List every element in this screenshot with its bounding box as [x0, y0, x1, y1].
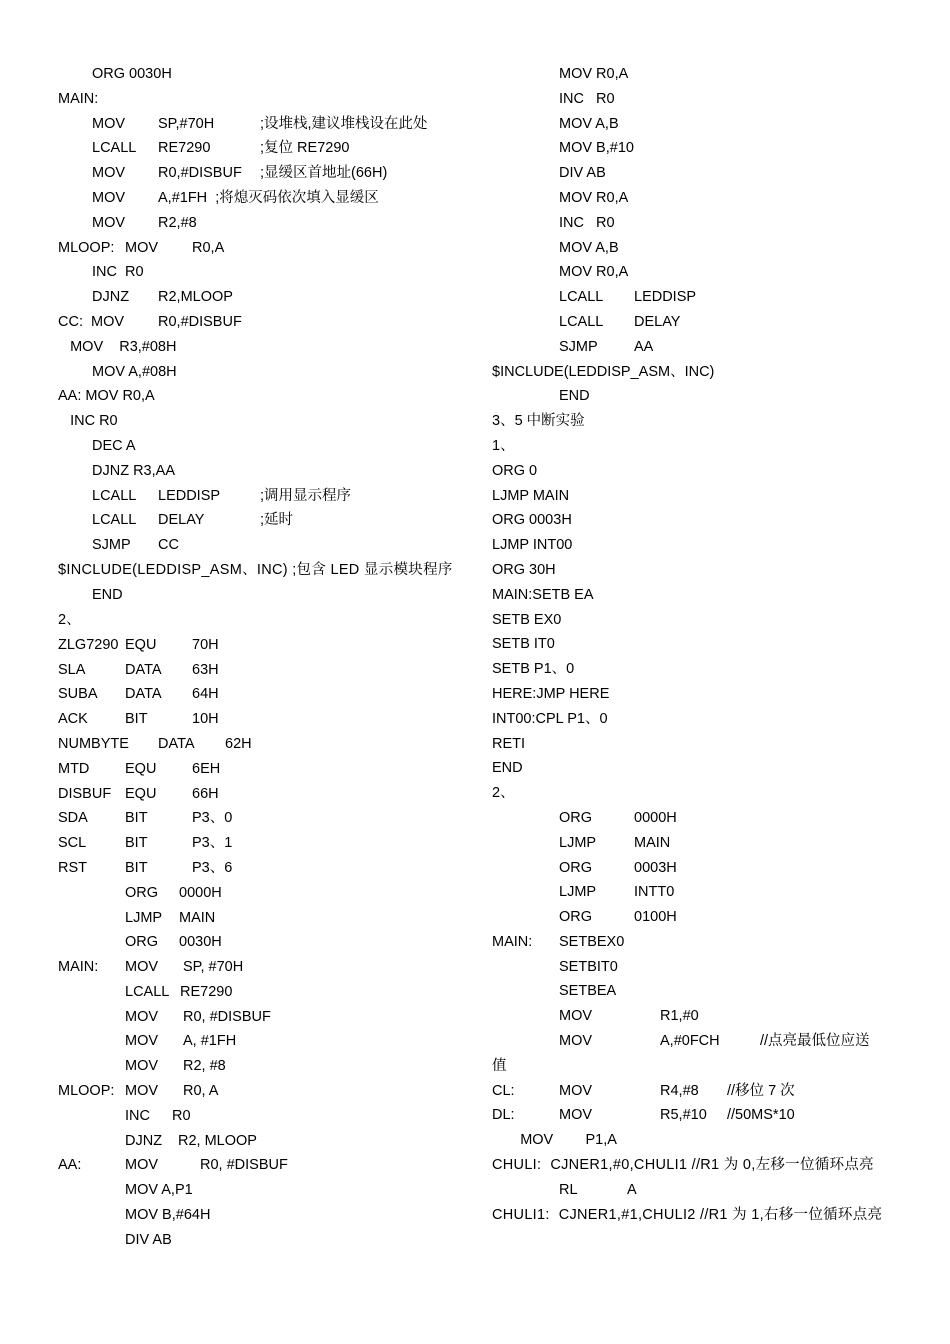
- code-line: [58, 583, 463, 608]
- code-line: [58, 558, 463, 583]
- code-token: MOV R0,A: [559, 264, 629, 281]
- code-token: MAIN: [634, 834, 671, 851]
- code-token: SUBA: [58, 686, 98, 703]
- code-line: [58, 434, 463, 459]
- code-token: LCALL: [125, 983, 170, 1000]
- code-token: SETBIT0: [559, 958, 618, 975]
- code-token: 64H: [192, 686, 219, 703]
- code-token: MLOOP:: [58, 239, 115, 256]
- code-line: [492, 930, 894, 955]
- code-token: 62H: [225, 735, 252, 752]
- code-token: MOV: [559, 1008, 593, 1025]
- code-token: CJNER1,#0,CHULI1 //R1 为 0,左移一位循环点亮: [550, 1157, 874, 1174]
- code-token: SETB EX0: [492, 611, 562, 628]
- code-token: R2, #8: [183, 1058, 226, 1075]
- code-token: 值: [492, 1057, 507, 1074]
- code-line: [58, 1228, 463, 1253]
- code-line: [492, 112, 894, 137]
- left-code-column: [58, 62, 463, 1253]
- code-token: INC: [125, 1107, 150, 1124]
- code-token: R2, MLOOP: [178, 1132, 257, 1149]
- code-line: [492, 905, 894, 930]
- code-line: [492, 657, 894, 682]
- code-token: ;延时: [260, 512, 294, 529]
- code-line: [492, 161, 894, 186]
- code-line: [58, 980, 463, 1005]
- code-line: [58, 806, 463, 831]
- code-line: [58, 831, 463, 856]
- code-token: DELAY: [158, 512, 205, 529]
- code-token: EQU: [125, 636, 157, 653]
- code-token: CC: [158, 537, 179, 554]
- code-token: LCALL: [92, 140, 137, 157]
- code-token: MOV: [559, 1107, 593, 1124]
- code-line: [492, 1054, 894, 1079]
- code-token: 0100H: [634, 909, 677, 926]
- code-line: [58, 955, 463, 980]
- code-token: SLA: [58, 661, 86, 678]
- code-line: [492, 236, 894, 261]
- code-line: [58, 1029, 463, 1054]
- code-token: //50MS*10: [727, 1107, 795, 1124]
- code-line: [58, 608, 463, 633]
- code-token: MAIN:: [58, 90, 99, 107]
- code-line: [492, 459, 894, 484]
- code-token: DIV AB: [559, 165, 606, 182]
- code-token: BIT: [125, 859, 148, 876]
- code-token: SP, #70H: [183, 959, 244, 976]
- code-line: [492, 806, 894, 831]
- code-line: [492, 1079, 894, 1104]
- code-token: MAIN:: [492, 933, 533, 950]
- code-token: MOV A,#08H: [92, 363, 177, 380]
- code-line: [58, 112, 463, 137]
- code-line: [492, 707, 894, 732]
- code-line: [492, 384, 894, 409]
- code-token: AA:: [58, 1157, 82, 1174]
- code-line: [492, 756, 894, 781]
- code-token: MOV: [125, 1033, 159, 1050]
- code-line: [492, 186, 894, 211]
- code-token: DL:: [492, 1107, 515, 1124]
- code-token: MAIN:SETB EA: [492, 586, 594, 603]
- code-token: 70H: [192, 636, 219, 653]
- code-token: AA: MOV R0,A: [58, 388, 155, 405]
- code-token: SETB IT0: [492, 636, 555, 653]
- code-token: BIT: [125, 835, 148, 852]
- code-token: MOV A,B: [559, 115, 619, 132]
- code-token: ORG: [125, 934, 159, 951]
- code-token: DIV AB: [125, 1231, 172, 1248]
- code-line: [492, 508, 894, 533]
- code-token: BIT: [125, 711, 148, 728]
- code-line: [58, 757, 463, 782]
- code-token: DISBUF: [58, 785, 112, 802]
- code-line: [492, 979, 894, 1004]
- code-token: P3、0: [192, 810, 233, 827]
- code-token: A, #1FH: [183, 1033, 237, 1050]
- code-token: LCALL: [559, 313, 604, 330]
- code-line: [58, 1153, 463, 1178]
- code-token: RE7290: [158, 140, 211, 157]
- code-line: [58, 161, 463, 186]
- code-line: [58, 1178, 463, 1203]
- code-token: 6EH: [192, 760, 221, 777]
- code-token: MOV: [125, 1058, 159, 1075]
- code-line: [58, 484, 463, 509]
- code-line: [58, 360, 463, 385]
- code-token: LCALL: [92, 512, 137, 529]
- code-token: CL:: [492, 1082, 515, 1099]
- code-token: R0, #DISBUF: [183, 1008, 271, 1025]
- code-token: MOV: [125, 1083, 159, 1100]
- code-token: END: [92, 587, 123, 604]
- code-token: INC R0: [559, 214, 615, 231]
- code-line: [58, 310, 463, 335]
- code-token: 1、: [492, 437, 515, 454]
- code-line: [492, 1004, 894, 1029]
- code-line: [58, 1104, 463, 1129]
- code-token: P3、1: [192, 835, 233, 852]
- code-token: ZLG7290: [58, 636, 119, 653]
- code-token: ;设堆栈,建议堆栈设在此处: [260, 115, 428, 132]
- code-line: [58, 633, 463, 658]
- code-line: [58, 881, 463, 906]
- code-token: //移位 7 次: [727, 1082, 795, 1099]
- code-token: //点亮最低位应送: [760, 1033, 870, 1050]
- code-token: MOV P1,A: [492, 1132, 617, 1149]
- code-token: INC R0: [92, 264, 144, 281]
- code-line: [492, 1203, 894, 1228]
- code-line: [58, 1129, 463, 1154]
- code-line: [492, 1128, 894, 1153]
- code-token: MOV: [559, 1033, 593, 1050]
- code-token: INT00:CPL P1、0: [492, 710, 608, 727]
- code-line: [492, 285, 894, 310]
- code-token: RETI: [492, 735, 526, 752]
- code-token: EQU: [125, 760, 157, 777]
- code-token: END: [559, 388, 590, 405]
- code-token: R0,#DISBUF: [158, 165, 242, 182]
- code-token: R0,#DISBUF: [158, 313, 242, 330]
- code-line: [58, 186, 463, 211]
- code-line: [58, 533, 463, 558]
- code-token: INTT0: [634, 884, 675, 901]
- code-line: [58, 856, 463, 881]
- code-token: $INCLUDE(LEDDISP_ASM、INC) ;包含 LED 显示模块程序: [58, 561, 453, 578]
- code-token: SETBEA: [559, 983, 617, 1000]
- code-token: SETB P1、0: [492, 661, 575, 678]
- code-token: MOV: [125, 959, 159, 976]
- code-token: ORG 0: [492, 462, 538, 479]
- code-line: [58, 906, 463, 931]
- code-token: BIT: [125, 810, 148, 827]
- code-token: CHULI:: [492, 1157, 542, 1174]
- code-token: RE7290: [180, 983, 233, 1000]
- code-token: MOV A,B: [559, 239, 619, 256]
- code-token: R0, A: [183, 1083, 219, 1100]
- code-line: [492, 583, 894, 608]
- code-line: [492, 1178, 894, 1203]
- code-token: CJNER1,#1,CHULI2 //R1 为 1,右移一位循环点亮: [558, 1207, 883, 1224]
- code-token: EQU: [125, 785, 157, 802]
- code-line: [58, 236, 463, 261]
- code-line: [58, 1054, 463, 1079]
- code-token: 2、: [492, 785, 515, 802]
- code-line: [492, 260, 894, 285]
- code-token: LJMP: [559, 884, 597, 901]
- code-token: CC:: [58, 313, 83, 330]
- code-token: LCALL: [559, 289, 604, 306]
- code-token: LJMP INT00: [492, 537, 573, 554]
- code-token: MOV B,#10: [559, 140, 634, 157]
- code-token: MOV: [125, 1157, 159, 1174]
- code-token: $INCLUDE(LEDDISP_ASM、INC): [492, 363, 715, 380]
- code-line: [492, 682, 894, 707]
- code-token: MOV: [92, 214, 126, 231]
- code-token: RL: [559, 1182, 578, 1199]
- code-line: [58, 459, 463, 484]
- code-token: ACK: [58, 711, 88, 728]
- code-token: MTD: [58, 760, 90, 777]
- code-token: ORG: [559, 809, 593, 826]
- code-token: MAIN:: [58, 959, 99, 976]
- code-line: [492, 136, 894, 161]
- right-code-column: [492, 62, 894, 1228]
- code-token: MOV R3,#08H: [58, 338, 177, 355]
- code-line: [492, 434, 894, 459]
- code-line: [58, 384, 463, 409]
- code-token: A: [627, 1182, 637, 1199]
- code-token: LEDDISP: [158, 487, 221, 504]
- code-token: 0030H: [179, 934, 222, 951]
- code-token: DATA: [125, 686, 162, 703]
- code-token: MLOOP:: [58, 1083, 115, 1100]
- code-line: [492, 781, 894, 806]
- code-line: [492, 632, 894, 657]
- code-line: [58, 658, 463, 683]
- code-line: [492, 360, 894, 385]
- code-token: MOV: [91, 313, 125, 330]
- code-token: AA: [634, 338, 654, 355]
- code-token: 0000H: [634, 809, 677, 826]
- code-token: 0003H: [634, 859, 677, 876]
- code-token: MOV: [559, 1082, 593, 1099]
- code-token: DJNZ: [125, 1132, 163, 1149]
- code-token: MAIN: [179, 909, 216, 926]
- code-line: [492, 831, 894, 856]
- code-token: HERE:JMP HERE: [492, 685, 610, 702]
- code-line: [492, 732, 894, 757]
- code-token: SETBEX0: [559, 933, 625, 950]
- code-line: [492, 310, 894, 335]
- code-token: ORG 0030H: [92, 66, 172, 82]
- code-token: MOV: [92, 165, 126, 182]
- code-line: [58, 682, 463, 707]
- code-token: LCALL: [92, 487, 137, 504]
- code-line: [58, 1005, 463, 1030]
- code-token: 10H: [192, 711, 219, 728]
- code-line: [492, 1103, 894, 1128]
- code-line: [58, 87, 463, 112]
- code-token: SDA: [58, 810, 88, 827]
- code-token: LJMP: [125, 909, 163, 926]
- code-token: INC R0: [559, 90, 615, 107]
- code-token: DATA: [158, 735, 195, 752]
- code-token: DELAY: [634, 313, 681, 330]
- code-line: [492, 608, 894, 633]
- code-line: [58, 732, 463, 757]
- code-line: [492, 484, 894, 509]
- code-token: R0,A: [192, 239, 225, 256]
- code-token: CHULI1:: [492, 1207, 550, 1224]
- code-token: INC R0: [58, 413, 118, 430]
- code-line: [58, 335, 463, 360]
- code-line: [58, 707, 463, 732]
- code-token: ORG: [125, 884, 159, 901]
- code-line: [58, 136, 463, 161]
- code-token: R0, #DISBUF: [200, 1157, 288, 1174]
- code-line: [492, 409, 894, 434]
- code-token: ORG 30H: [492, 561, 556, 578]
- code-line: [492, 335, 894, 360]
- code-token: 3、5 中断实验: [492, 413, 585, 430]
- code-token: SJMP: [559, 338, 598, 355]
- code-token: 0000H: [179, 884, 222, 901]
- code-line: [58, 1203, 463, 1228]
- code-token: ORG: [559, 859, 593, 876]
- code-token: LEDDISP: [634, 289, 697, 306]
- code-token: R5,#10: [660, 1107, 707, 1124]
- code-line: [492, 955, 894, 980]
- code-line: [492, 1029, 894, 1054]
- code-line: [58, 211, 463, 236]
- code-line: [492, 1153, 894, 1178]
- code-token: MOV: [125, 1008, 159, 1025]
- code-token: 2、: [58, 611, 81, 628]
- code-line: [492, 211, 894, 236]
- code-token: END: [492, 760, 523, 777]
- code-token: DATA: [125, 661, 162, 678]
- code-line: [492, 558, 894, 583]
- code-token: SCL: [58, 835, 87, 852]
- code-token: ;调用显示程序: [260, 487, 352, 504]
- code-token: MOV: [92, 189, 126, 206]
- code-token: 63H: [192, 661, 219, 678]
- code-token: LJMP: [559, 834, 597, 851]
- code-token: MOV R0,A: [559, 66, 629, 82]
- code-line: [58, 285, 463, 310]
- code-token: 66H: [192, 785, 219, 802]
- code-line: [492, 62, 894, 87]
- code-token: R4,#8: [660, 1082, 699, 1099]
- code-token: DJNZ R3,AA: [92, 462, 175, 479]
- code-token: R0: [172, 1107, 191, 1124]
- code-token: SP,#70H: [158, 115, 215, 132]
- code-token: DJNZ: [92, 289, 130, 306]
- code-token: R2,MLOOP: [158, 289, 233, 306]
- code-line: [492, 533, 894, 558]
- code-token: RST: [58, 859, 87, 876]
- code-token: ORG: [559, 909, 593, 926]
- code-token: R1,#0: [660, 1008, 699, 1025]
- code-token: NUMBYTE: [58, 735, 129, 752]
- code-line: [58, 409, 463, 434]
- code-token: P3、6: [192, 859, 233, 876]
- code-token: R2,#8: [158, 214, 197, 231]
- code-token: MOV A,P1: [125, 1182, 193, 1199]
- code-token: DEC A: [92, 437, 136, 454]
- code-token: A,#1FH ;将熄灭码依次填入显缓区: [158, 189, 379, 206]
- code-line: [58, 1079, 463, 1104]
- code-token: ;显缓区首地址(66H): [260, 165, 388, 182]
- code-line: [58, 62, 463, 87]
- code-token: MOV: [125, 239, 159, 256]
- code-token: A,#0FCH: [660, 1033, 720, 1050]
- code-line: [58, 930, 463, 955]
- code-token: ;复位 RE7290: [260, 140, 350, 157]
- code-line: [492, 880, 894, 905]
- code-line: [58, 508, 463, 533]
- code-token: LJMP MAIN: [492, 487, 570, 504]
- code-token: ORG 0003H: [492, 512, 572, 529]
- code-line: [492, 87, 894, 112]
- code-line: [58, 260, 463, 285]
- code-line: [492, 856, 894, 881]
- code-token: SJMP: [92, 537, 131, 554]
- code-token: MOV B,#64H: [125, 1207, 211, 1224]
- code-token: MOV R0,A: [559, 189, 629, 206]
- code-token: MOV: [92, 115, 126, 132]
- code-line: [58, 782, 463, 807]
